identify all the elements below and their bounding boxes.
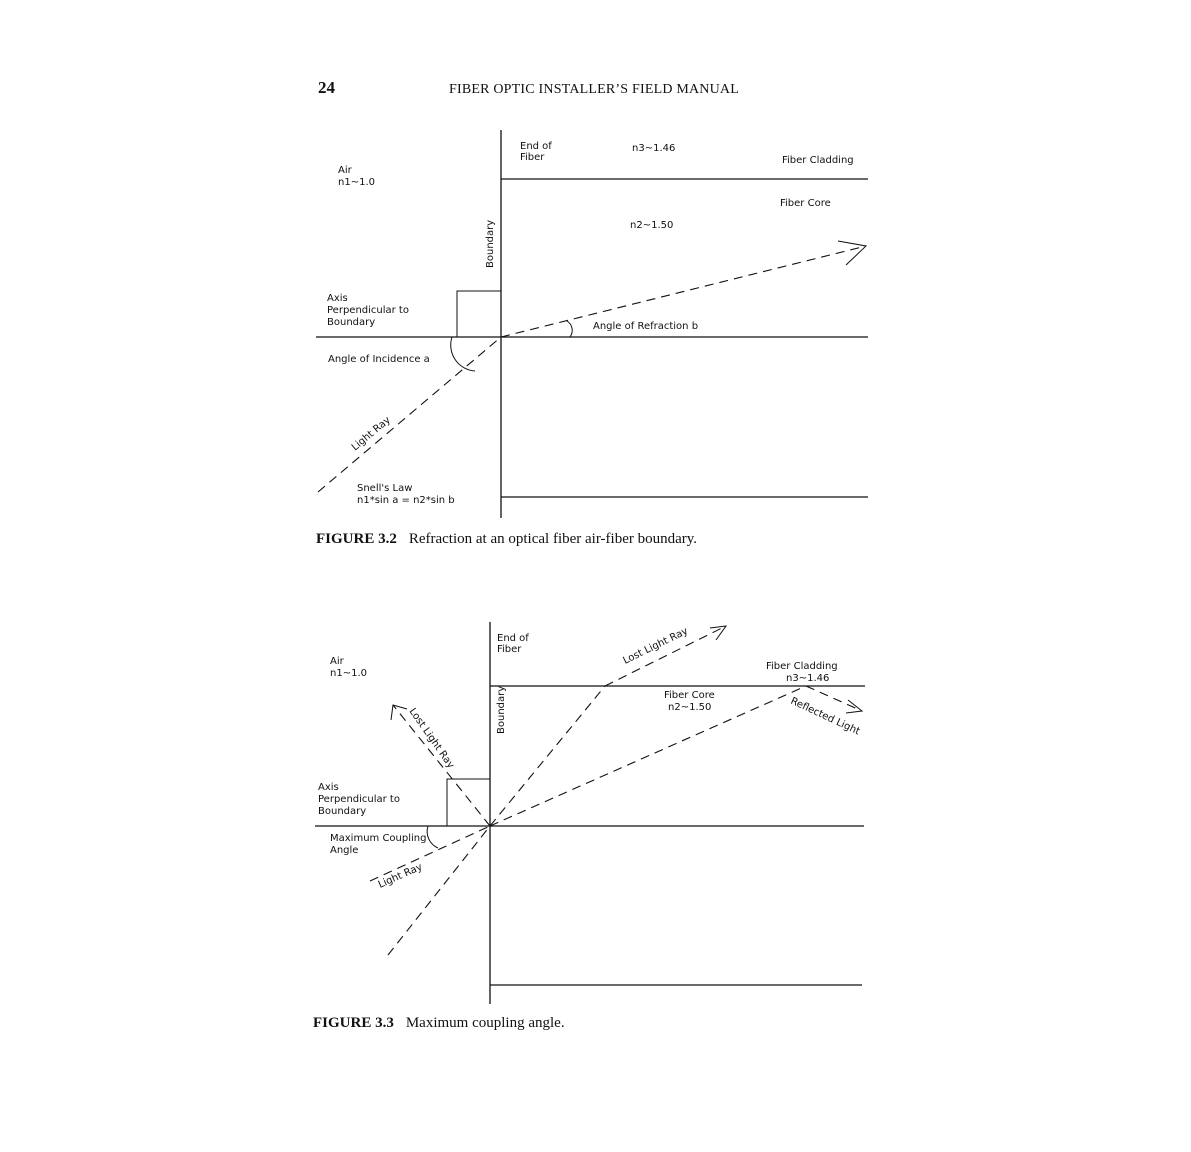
- reflected-ray-arrowhead: [846, 700, 862, 713]
- fiber-cladding-label: Fiber Cladding: [782, 155, 854, 166]
- axis-label-line2: Perpendicular to: [318, 794, 400, 805]
- snells-law-equation: n1*sin a = n2*sin b: [357, 495, 455, 506]
- snells-law-label: Snell's Law: [357, 483, 413, 494]
- lost-ray-left-arrowhead: [391, 705, 407, 720]
- lost-ray-top-arrowhead: [710, 626, 726, 640]
- light-ray-label: Light Ray: [376, 861, 425, 891]
- right-angle-marker: [447, 779, 490, 826]
- right-angle-marker: [457, 291, 501, 337]
- axis-label-line3: Boundary: [318, 806, 367, 817]
- coupling-angle-arc: [427, 826, 438, 848]
- boundary-label: Boundary: [496, 685, 507, 734]
- lost-ray-left: [393, 705, 490, 826]
- fiber-cladding-label: Fiber Cladding: [766, 661, 838, 672]
- fiber-label: Fiber: [520, 152, 545, 163]
- n2-label: n2~1.50: [668, 702, 712, 713]
- air-label: Air: [338, 165, 352, 176]
- figure-3-2-caption-text: Refraction at an optical fiber air-fiber boundary.: [408, 531, 698, 547]
- n3-label: n3~1.46: [786, 673, 830, 684]
- boundary-label: Boundary: [485, 219, 496, 268]
- steep-incoming-ray: [388, 826, 490, 955]
- figure-3-2-diagram: [316, 130, 868, 518]
- refraction-angle-arc: [567, 321, 572, 337]
- end-of-label: End of: [497, 633, 529, 644]
- angle-refraction-label: Angle of Refraction b: [593, 321, 699, 332]
- incidence-angle-arc: [451, 337, 475, 371]
- n2-label: n2~1.50: [630, 220, 674, 231]
- fiber-core-label: Fiber Core: [664, 690, 715, 701]
- figure-3-3-caption: [313, 1015, 565, 1032]
- axis-label-line3: Boundary: [327, 317, 376, 328]
- light-ray-label: Light Ray: [349, 414, 393, 454]
- steep-refracted-ray: [490, 686, 605, 826]
- n1-label: n1~1.0: [330, 668, 367, 679]
- figure-3-2-caption-label: FIGURE 3.2: [316, 531, 397, 547]
- fiber-core-label: Fiber Core: [780, 198, 831, 209]
- max-coupling-label-line1: Maximum Coupling: [330, 833, 427, 844]
- figure-3-3-diagram: [315, 622, 865, 1004]
- max-coupling-label-line2: Angle: [330, 845, 359, 856]
- axis-label-line2: Perpendicular to: [327, 305, 409, 316]
- air-label: Air: [330, 656, 344, 667]
- running-header-title: FIBER OPTIC INSTALLER’S FIELD MANUAL: [449, 82, 739, 97]
- figure-3-3-caption-label: FIGURE 3.3: [313, 1015, 394, 1031]
- axis-label-line1: Axis: [327, 293, 348, 304]
- page-number: 24: [318, 78, 335, 97]
- fiber-label: Fiber: [497, 644, 522, 655]
- guided-ray: [490, 686, 806, 826]
- figure-3-2-caption: [316, 531, 697, 548]
- axis-label-line1: Axis: [318, 782, 339, 793]
- reflected-light-label: Reflected Light: [788, 695, 862, 738]
- lost-light-ray-left-label: Lost Light Ray: [406, 706, 457, 771]
- figure-3-3-caption-text: Maximum coupling angle.: [405, 1015, 565, 1031]
- n1-label: n1~1.0: [338, 177, 375, 188]
- lost-light-ray-top-label: Lost Light Ray: [621, 625, 690, 667]
- arrowhead: [838, 241, 866, 265]
- end-of-label: End of: [520, 141, 552, 152]
- angle-incidence-label: Angle of Incidence a: [328, 354, 430, 365]
- n3-label: n3~1.46: [632, 143, 676, 154]
